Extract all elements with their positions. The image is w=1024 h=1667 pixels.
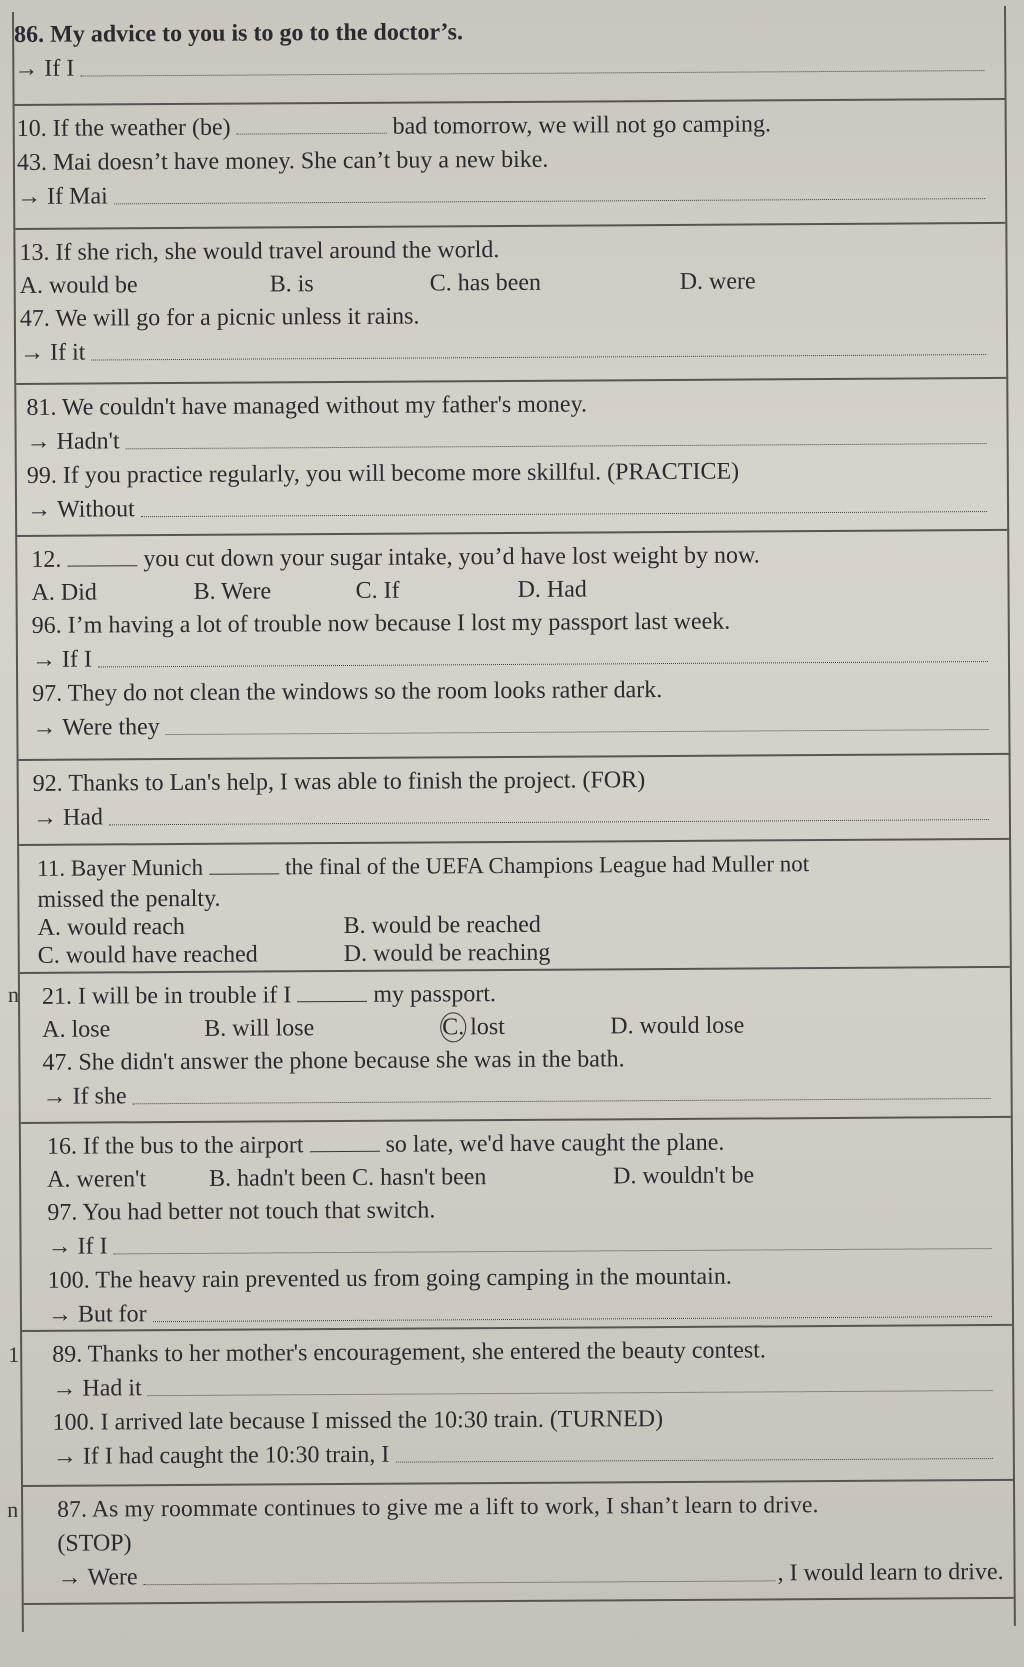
answer-prompt: If I had caught the 10:30 train, I xyxy=(82,1441,390,1470)
question-12: 12. you cut down your sugar intake, you’d have lost weight by now. xyxy=(31,542,760,573)
option-c[interactable]: C. If xyxy=(355,577,400,604)
question-87: 87. As my roommate continues to give me a lift to work, I shan’t learn to drive. xyxy=(57,1492,819,1523)
answer-prompt: But for xyxy=(77,1301,147,1328)
arrow-icon: → xyxy=(14,55,39,82)
arrow-icon: → xyxy=(32,804,58,831)
answer-line-100b[interactable] xyxy=(53,1434,1003,1474)
arrow-icon: → xyxy=(52,1443,77,1470)
answer-dotted-line xyxy=(395,1457,992,1463)
arrow-icon: → xyxy=(32,714,57,741)
answer-dotted-line xyxy=(144,1579,776,1585)
option-b-c[interactable]: B. hadn't been C. hasn't been xyxy=(209,1164,487,1192)
margin-mark: n xyxy=(7,981,20,1008)
question-92: 92. Thanks to Lan's help, I was able to finish the project. (FOR) xyxy=(32,767,646,797)
option-a[interactable]: A. weren't xyxy=(47,1166,147,1193)
question-86: 86. My advice to you is to go to the doctor’s. xyxy=(14,19,464,48)
answer-dotted-line xyxy=(166,728,989,735)
blank-16[interactable] xyxy=(309,1133,379,1152)
blank-12[interactable] xyxy=(67,547,137,566)
answer-line-99[interactable] xyxy=(27,487,997,527)
answer-prompt: If I xyxy=(44,55,75,82)
arrow-icon: → xyxy=(52,1375,77,1402)
answer-line-47b[interactable] xyxy=(43,1074,1001,1114)
question-87-cont: (STOP) xyxy=(57,1530,132,1557)
answer-dotted-line xyxy=(141,510,987,517)
block-16-97-100 xyxy=(21,1116,1012,1330)
block-87 xyxy=(7,1479,1014,1605)
arrow-icon: → xyxy=(57,1564,82,1591)
question-97: 97. They do not clean the windows so the room looks rather dark. xyxy=(32,677,663,707)
answer-prompt: Were xyxy=(87,1564,138,1591)
answer-dotted-line xyxy=(148,1389,993,1396)
option-a[interactable]: A. Did xyxy=(31,579,97,606)
question-100b: 100. I arrived late because I missed the 10:30 train. (TURNED) xyxy=(52,1406,664,1436)
answer-dotted-line xyxy=(114,197,985,204)
arrow-icon: → xyxy=(42,1083,67,1110)
answer-prompt: If she xyxy=(72,1083,127,1110)
block-12-96-97 xyxy=(17,529,1008,759)
option-a[interactable]: A. would reach xyxy=(37,913,185,941)
question-10: 10. If the weather (be) bad tomorrow, we will not go camping. xyxy=(16,111,772,142)
answer-dotted-line xyxy=(133,1097,991,1104)
answer-prompt: Without xyxy=(56,496,135,523)
answer-prompt: If I xyxy=(61,646,93,673)
block-21-47 xyxy=(7,966,1011,1122)
block-11 xyxy=(19,838,1010,972)
option-b[interactable]: B. will lose xyxy=(204,1015,315,1042)
option-d[interactable]: D. wouldn't be xyxy=(613,1162,755,1190)
option-b[interactable]: B. Were xyxy=(193,578,272,605)
answer-line-97[interactable] xyxy=(32,705,998,745)
option-d[interactable]: D. were xyxy=(679,268,756,295)
circled-option-c: C. xyxy=(440,1012,466,1042)
arrow-icon: → xyxy=(20,339,45,366)
answer-dotted-line xyxy=(109,818,989,825)
option-c-selected[interactable]: C. lost xyxy=(440,1010,610,1043)
answer-prompt: Hadn't xyxy=(56,428,120,455)
question-16: 16. If the bus to the airport so late, we'd have caught the plane. xyxy=(46,1129,725,1160)
question-13: 13. If she rich, she would travel around the world. xyxy=(19,237,500,266)
blank-11[interactable] xyxy=(209,855,279,874)
arrow-icon: → xyxy=(26,428,51,455)
block-86a xyxy=(14,6,1005,104)
question-47: 47. We will go for a picnic unless it rains. xyxy=(19,303,420,332)
option-a[interactable]: A. lose xyxy=(42,1016,111,1043)
option-d[interactable]: D. would be reaching xyxy=(343,939,551,967)
answer-dotted-line xyxy=(91,353,986,360)
question-100a: 100. The heavy rain prevented us from going camping in the mountain. xyxy=(47,1263,732,1294)
answer-prompt: Had xyxy=(62,804,103,831)
answer-dotted-line xyxy=(126,442,987,449)
arrow-icon: → xyxy=(47,1233,72,1260)
option-b[interactable]: B. would be reached xyxy=(343,911,541,939)
block-81-99 xyxy=(16,377,1007,535)
answer-prompt: If I xyxy=(77,1233,108,1260)
option-a[interactable]: A. would be xyxy=(19,272,138,299)
answer-dotted-line xyxy=(80,69,984,77)
block-89-100 xyxy=(8,1324,1013,1485)
answer-prompt: Were they xyxy=(62,714,160,741)
question-81: 81. We couldn't have managed without my father's money. xyxy=(26,391,588,421)
margin-mark: n xyxy=(7,1496,19,1523)
arrow-icon: → xyxy=(17,183,42,210)
question-11: 11. Bayer Munich the final of the UEFA Champions League had Muller not xyxy=(37,851,810,881)
answer-line-87[interactable] xyxy=(57,1555,1003,1595)
answer-dotted-line xyxy=(98,660,988,667)
option-b[interactable]: B. is xyxy=(269,271,314,298)
block-13-47 xyxy=(15,222,1006,383)
block-10-43 xyxy=(15,98,1006,228)
answer-line-43[interactable] xyxy=(17,174,995,214)
answer-line-89[interactable] xyxy=(52,1366,1002,1406)
blank-21[interactable] xyxy=(297,983,367,1002)
block-92 xyxy=(19,753,1010,844)
question-11-cont: missed the penalty. xyxy=(37,885,221,913)
question-99: 99. If you practice regularly, you will become more skillful. (PRACTICE) xyxy=(26,458,740,489)
answer-dotted-line xyxy=(114,1247,992,1254)
option-c[interactable]: C. has been xyxy=(429,269,542,297)
answer-prompt: If it xyxy=(50,339,86,366)
answer-prompt: If Mai xyxy=(47,183,108,210)
blank-10[interactable] xyxy=(237,115,387,135)
question-21: 21. I will be in trouble if I my passport. xyxy=(41,981,497,1010)
arrow-icon: → xyxy=(31,646,57,673)
answer-dotted-line xyxy=(153,1315,992,1322)
answer-tail: , I would learn to drive. xyxy=(777,1558,1004,1587)
option-d[interactable]: D. would lose xyxy=(610,1012,745,1040)
options-11-row2 xyxy=(38,936,1000,970)
question-43: 43. Mai doesn’t have money. She can’t buy a new bike. xyxy=(16,146,549,176)
arrow-icon: → xyxy=(47,1301,73,1328)
answer-line-97b[interactable] xyxy=(47,1224,1001,1264)
option-c[interactable]: C. would have reached xyxy=(37,941,258,969)
question-47b: 47. She didn't answer the phone because she was in the bath. xyxy=(42,1046,625,1076)
question-96: 96. I’m having a lot of trouble now because I lost my passport last week. xyxy=(31,608,731,639)
answer-line-47[interactable] xyxy=(20,330,996,370)
option-d[interactable]: D. Had xyxy=(517,576,587,603)
arrow-icon: → xyxy=(26,496,52,523)
answer-line-92[interactable] xyxy=(33,795,999,835)
answer-line-86[interactable] xyxy=(14,46,994,86)
question-89: 89. Thanks to her mother's encouragement, she entered the beauty contest. xyxy=(52,1337,766,1368)
worksheet xyxy=(7,6,1016,1632)
answer-prompt: Had it xyxy=(82,1375,142,1402)
margin-mark: 1 xyxy=(8,1341,20,1368)
question-97b: 97. You had better not touch that switch. xyxy=(47,1197,436,1226)
